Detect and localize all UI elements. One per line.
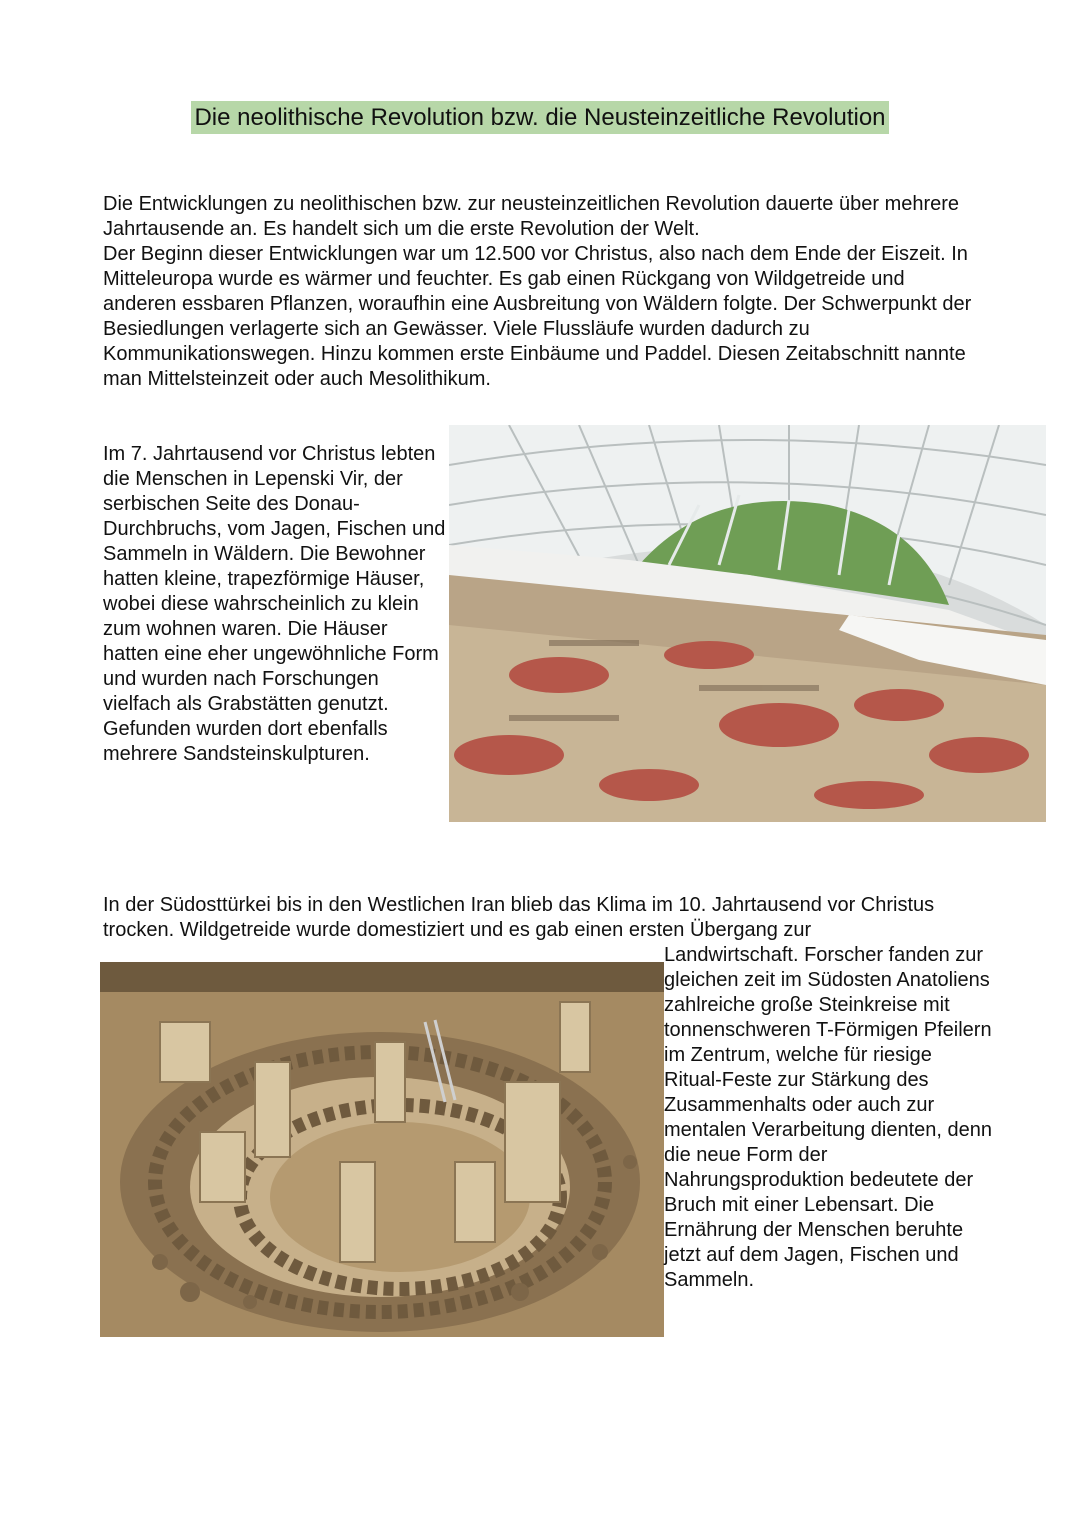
title-container	[0, 101, 1080, 134]
anatolia-continuation: Landwirtschaft. Forscher fanden zur gleichen zeit im Südosten Anatoliens zahlreiche große Steinkreise mit tonnenschweren T-Förmigen Pfeilern im Zentrum, welche für riesige Ritual-Feste zur Stärkung des Zusammenhalts oder auch zur mentalen Verarbeitung dienten, denn die neue Form der Nahrungsproduktion bedeutete der Bruch mit einer Lebensart. Die Ernährung der Menschen beruhte jetzt auf dem Jagen, Fischen und Sammeln.	[664, 944, 993, 1291]
lepenski-paragraph: Im 7. Jahrtausend vor Christus lebten die Menschen in Lepenski Vir, der serbischen Seite des Donau-Durchbruchs, vom Jagen, Fischen und Sammeln in Wäldern. Die Bewohner hatten kleine, trapezförmige Häuser, wobei diese wahrscheinlich zu klein zum wohnen waren. Die Häuser hatten eine eher ungewöhnliche Form und wurden nach Forschungen vielfach als Grabstätten genutzt. Gefunden wurden dort ebenfalls mehrere Sandsteinskulpturen.	[103, 443, 446, 765]
anatolia-intro: In der Südosttürkei bis in den Westlichen Iran blieb das Klima im 10. Jahrtausend vor Christus trocken. Wildgetreide wurde domestiziert und es gab einen ersten Übergang zur	[103, 894, 935, 941]
intro-line-1: Die Entwicklungen zu neolithischen bzw. zur neusteinzeitlichen Revolution dauerte über mehrere Jahrtausende an. Es handelt sich um die erste Revolution der Welt.	[103, 193, 960, 240]
page-title: Die neolithische Revolution bzw. die Neusteinzeitliche Revolution	[191, 101, 888, 134]
intro-line-2: Der Beginn dieser Entwicklungen war um 12.500 vor Christus, also nach dem Ende der Eiszeit. In Mitteleuropa wurde es wärmer und feuchter. Es gab einen Rückgang von Wildgetreide und anderen essbaren Pflanzen, woraufhin eine Ausbreitung von Wäldern folgte. Der Schwerpunkt der Besiedlungen verlagerte sich an Gewässer. Viele Flussläufe wurden dadurch zu Kommunikationswegen. Hinzu kommen erste Einbäume und Paddel. Diesen Zeitabschnitt nannte man Mittelsteinzeit oder auch Mesolithikum.	[103, 243, 972, 390]
lepenski-vir-photo	[449, 425, 1046, 822]
intro-paragraph	[103, 192, 973, 392]
goebekli-tepe-photo	[100, 962, 664, 1337]
